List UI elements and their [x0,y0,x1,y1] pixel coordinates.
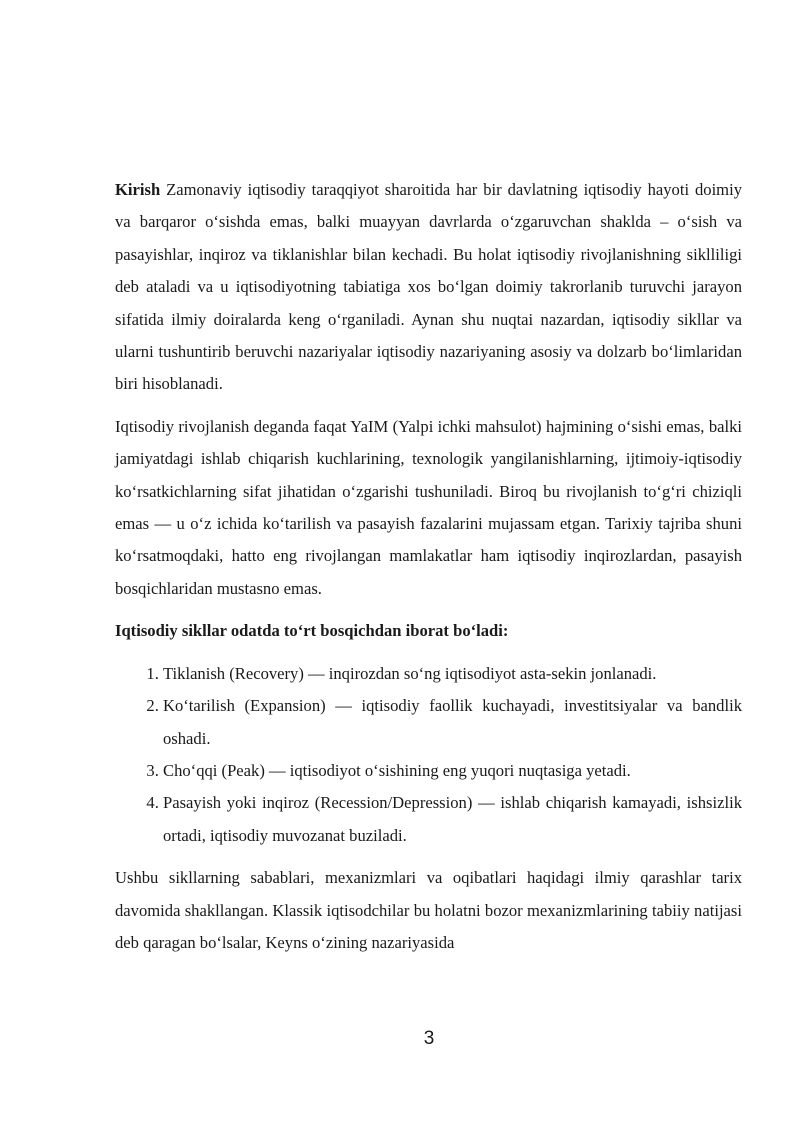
list-item: 1. Tiklanish (Recovery) — inqirozdan so‘ng iqtisodiyot asta-sekin jonlanadi. [163,658,742,690]
list-item: 3. Cho‘qqi (Peak) — iqtisodiyot o‘sishining eng yuqori nuqtasiga yetadi. [163,755,742,787]
development-paragraph: Iqtisodiy rivojlanish deganda faqat YaIM (Yalpi ichki mahsulot) hajmining o‘sishi emas, balki jamiyatdagi ishlab chiqarish kuchlarining, texnologik yangilanishlarning, ijtimoiy-iqtisodiy ko‘rsatkichlarning sifat jihatidan o‘zgarishi tushuniladi. Biroq bu rivojlanish to‘g‘ri chiziqli emas — u o‘z ichida ko‘tarilish va pasayish fazalarini mujassam etgan. Tarixiy tajriba shuni ko‘rsatmoqdaki, hatto eng rivojlangan mamlakatlar ham iqtisodiy inqirozlardan, pasayish bosqichlaridan mustasno emas. [115,416,742,598]
intro-paragraph [115,174,742,401]
intro-lead: Kirish [115,180,161,199]
stages-list [115,658,742,852]
stages-heading: Iqtisodiy sikllar odatda to‘rt bosqichdan iborat bo‘ladi: [115,621,509,641]
causes-paragraph: Ushbu sikllarning sabablari, mexanizmlari va oqibatlari haqidagi ilmiy qarashlar tarix davomida shakllangan. Klassik iqtisodchilar bu holatni bozor mexanizmlarining tabiiy natijasi deb qaragan bo‘lsalar, Keyns o‘zining nazariyasida [115,868,742,952]
intro-text: Zamonaviy iqtisodiy taraqqiyot sharoitida har bir davlatning iqtisodiy hayoti doimiy va barqaror o‘sishda emas, balki muayyan davrlarda o‘zgaruvchan shaklda – o‘sish va pasayishlar, inqiroz va tiklanishlar bilan kechadi. Bu holat iqtisodiy rivojlanishning siklliligi deb ataladi va u iqtisodiyotning tabiatiga xos bo‘lgan doimiy takrorlanib turuvchi jarayon sifatida ilmiy doiralarda keng o‘rganiladi. Aynan shu nuqtai nazardan, iqtisodiy sikllar va ularni tushuntirib beruvchi nazariyalar iqtisodiy nazariyaning asosiy va dolzarb bo‘limlaridan biri hisoblanadi. [115,180,742,394]
list-item: 2. Ko‘tarilish (Expansion) — iqtisodiy faollik kuchayadi, investitsiyalar va bandlik oshadi. [163,690,742,755]
page-number: 3 [423,1028,435,1049]
page-body [115,174,742,959]
list-item: 4. Pasayish yoki inqiroz (Recession/Depression) — ishlab chiqarish kamayadi, ishsizlik ortadi, iqtisodiy muvozanat buziladi. [163,787,742,852]
